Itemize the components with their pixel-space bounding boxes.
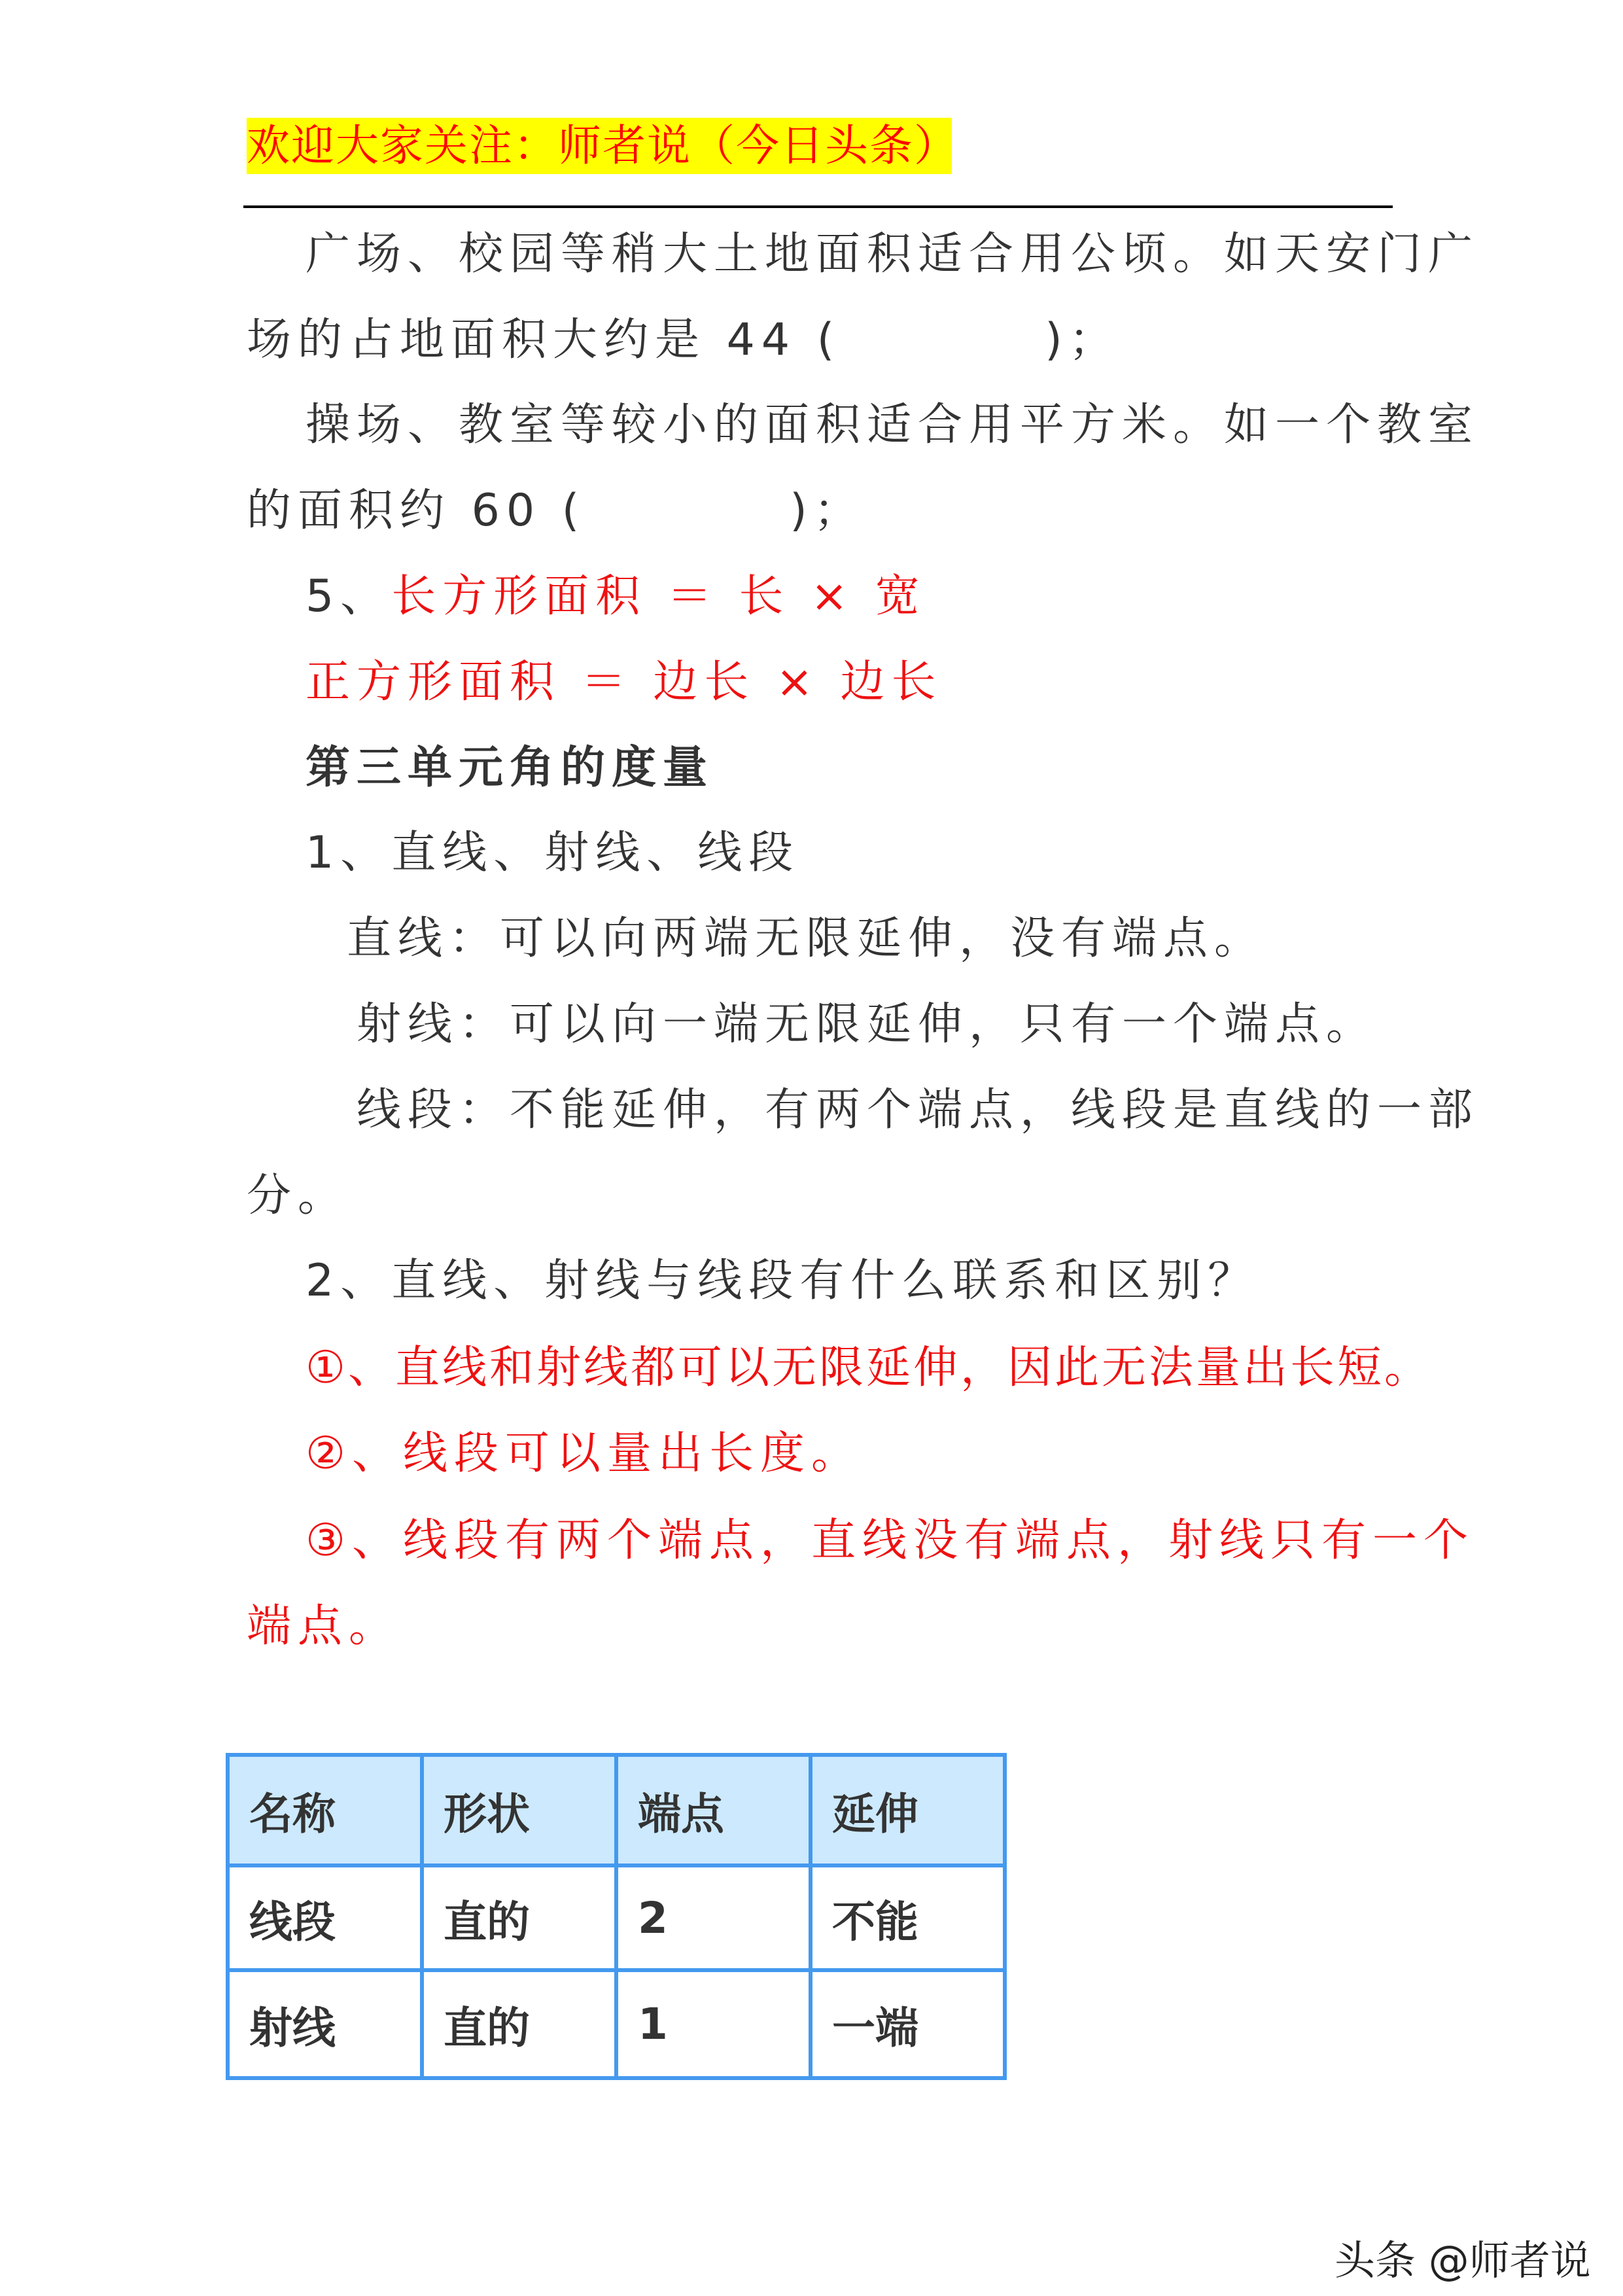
definition-segment: 线段：不能延伸，有两个端点，线段是直线的一部: [357, 1084, 1480, 1136]
header-cell: 名称: [228, 1755, 422, 1865]
paragraph-square-meter-cont: 的面积约 60 ( )；: [247, 485, 865, 537]
table-cell: 1: [616, 1970, 811, 2078]
header-cell: 形状: [422, 1755, 616, 1865]
table-row: [228, 1865, 1005, 1970]
definition-line: 直线：可以向两端无限延伸，没有端点。: [347, 913, 1266, 964]
table-cell: 2: [616, 1865, 811, 1970]
header-cell: 延伸: [811, 1755, 1005, 1865]
answer-3-cont: 端点。: [247, 1600, 400, 1652]
follow-banner: 欢迎大家关注：师者说（今日头条）: [247, 118, 952, 174]
definition-ray: 射线：可以向一端无限延伸，只有一个端点。: [357, 998, 1378, 1050]
table-cell: 直的: [422, 1970, 616, 2078]
table-cell: 线段: [228, 1865, 422, 1970]
table-cell: 射线: [228, 1970, 422, 2078]
header-cell: 端点: [616, 1755, 811, 1865]
header-divider: [243, 205, 1393, 208]
table-cell: 直的: [422, 1865, 616, 1970]
table-cell: 一端: [811, 1970, 1005, 2078]
rectangle-area-formula: [305, 554, 926, 639]
formula-text: 长方形面积 ＝ 长 × 宽: [391, 571, 926, 622]
paragraph-square-meter: 操场、教室等较小的面积适合用平方米。如一个教室: [305, 399, 1480, 451]
subsection-lines: 1、直线、射线、线段: [305, 827, 800, 879]
table-row: [228, 1970, 1005, 2078]
answer-2: ②、线段可以量出长度。: [305, 1428, 862, 1479]
item-number: 5、: [305, 571, 392, 622]
comparison-table: [226, 1753, 1007, 2080]
watermark: 头条 @师者说: [1335, 2236, 1591, 2284]
section-heading: 第三单元角的度量: [305, 742, 714, 794]
paragraph-hectare: 广场、校园等稍大土地面积适合用公顷。如天安门广: [305, 228, 1480, 280]
definition-segment-cont: 分。: [247, 1170, 349, 1222]
answer-1: ①、直线和射线都可以无限延伸，因此无法量出长短。: [305, 1342, 1431, 1394]
table-cell: 不能: [811, 1865, 1005, 1970]
square-area-formula: 正方形面积 ＝ 边长 × 边长: [305, 656, 943, 708]
question-difference: 2、直线、射线与线段有什么联系和区别？: [305, 1255, 1259, 1307]
paragraph-hectare-cont: 场的占地面积大约是 44 ( )；: [247, 314, 1120, 366]
answer-3: ③、线段有两个端点，直线没有端点，射线只有一个: [305, 1515, 1475, 1566]
table-header-row: [228, 1755, 1005, 1865]
